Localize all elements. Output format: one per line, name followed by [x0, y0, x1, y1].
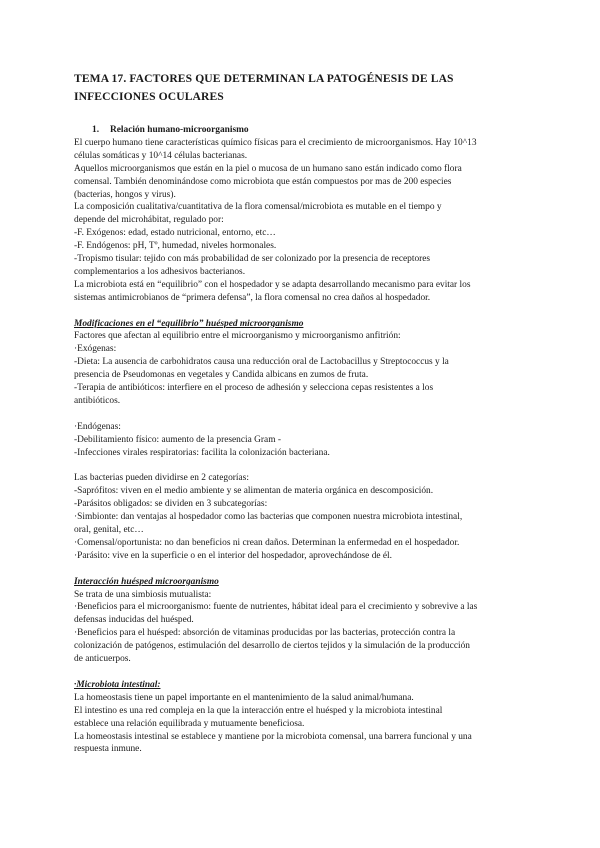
section-4-heading: ·Microbiota intestinal:	[74, 679, 161, 690]
text-line: -Infecciones virales respiratorias: facilita la colonización bacteriana.	[74, 447, 330, 458]
text-line: -Saprófitos: viven en el medio ambiente y se alimentan de materia orgánica en descomposición.	[74, 486, 434, 497]
text-line: presencia de Pseudomonas en vegetales y Candida albicans en zumos de fruta.	[74, 370, 369, 381]
text-line: -Terapia de antibióticos: interfiere en el proceso de adhesión y selecciona cepas resistentes a los	[74, 383, 434, 394]
text-line: defensas inducidas del huésped.	[74, 615, 194, 626]
text-line: La composición cualitativa/cuantitativa de la flora comensal/microbiota es mutable en el tiempo y	[74, 202, 442, 213]
text-line: ·Endógenas:	[74, 421, 121, 432]
text-line: -F. Endógenos: pH, Tº, humedad, niveles hormonales.	[74, 241, 277, 252]
text-line: -Dieta: La ausencia de carbohidratos causa una reducción oral de Lactobacillus y Streptococcus y la	[74, 357, 449, 368]
text-line: (bacterias, hongos y virus).	[74, 189, 176, 200]
section-1-text	[74, 137, 534, 305]
section-1-number: 1.	[92, 125, 100, 135]
document-title: TEMA 17. FACTORES QUE DETERMINAN LA PATOGÉNESIS DE LAS INFECCIONES OCULARES	[74, 72, 454, 103]
text-line: -Debilitamiento físico: aumento de la presencia Gram -	[74, 434, 281, 445]
section-4-text	[74, 692, 534, 757]
text-line: sistemas antimicrobianos de “primera defensa”, la flora comensal no crea daños al hospedador.	[74, 292, 431, 303]
text-line: Aquellos microorganismos que están en la piel o mucosa de un humano sano están indicado como flora	[74, 163, 462, 174]
section-2-text-b	[74, 421, 534, 460]
text-line: ·Parásito: vive en la superficie o en el interior del hospedador, aprovechándose de él.	[74, 550, 392, 561]
text-line: depende del microhábitat, regulado por:	[74, 215, 224, 226]
text-line: comensal. También denominándose como microbiota que están compuestos por mas de 200 especies	[74, 176, 452, 187]
text-line: La microbiota está en “equilibrio” con el hospedador y se adapta desarrollando mecanismo para evitar los	[74, 279, 471, 290]
section-3-text	[74, 589, 534, 666]
text-line: ·Simbionte: dan ventajas al hospedador como las bacterias que componen nuestra microbiota intestinal,	[74, 512, 463, 523]
section-1-title: Relación humano-microorganismo	[110, 125, 249, 135]
text-line: ·Exógenas:	[74, 344, 117, 355]
text-line: -Tropismo tisular: tejido con más probabilidad de ser colonizado por la presencia de receptores	[74, 254, 431, 265]
text-line: -F. Exógenos: edad, estado nutricional, entorno, etc…	[74, 228, 276, 239]
section-1-heading	[74, 124, 534, 137]
text-line: Las bacterias pueden dividirse en 2 categorías:	[74, 473, 249, 484]
text-line: ·Beneficios para el huésped: absorción de vitaminas producidas por las bacterias, protección contra la	[74, 628, 456, 639]
section-2-heading: Modificaciones en el “equilibrio” huésped microorganismo	[74, 318, 304, 329]
text-line: El intestino es una red compleja en la que la interacción entre el huésped y la microbiota intestinal	[74, 705, 443, 716]
section-2-text-a	[74, 330, 534, 407]
text-line: ·Comensal/oportunista: no dan beneficios ni crean daños. Determinan la enfermedad en el hospedador.	[74, 537, 460, 548]
text-line: Se trata de una simbiosis mutualista:	[74, 589, 212, 600]
text-line: La homeostasis intestinal se establece y mantiene por la microbiota comensal, una barrera funcional y una	[74, 731, 472, 742]
section-3-heading: Interacción huésped microorganismo	[74, 576, 219, 587]
text-line: establece una relación equilibrada y mutuamente beneficiosa.	[74, 718, 305, 729]
text-line: oral, genital, etc…	[74, 525, 144, 536]
text-line: El cuerpo humano tiene características químico físicas para el crecimiento de microorganismos. Hay 10^13	[74, 137, 477, 148]
text-line: respuesta inmune.	[74, 744, 142, 755]
section-2-text-c	[74, 472, 534, 562]
text-line: ·Beneficios para el microorganismo: fuente de nutrientes, hábitat ideal para el crecimiento y sobrevive a las	[74, 602, 478, 613]
text-line: colonización de patógenos, estimulación del desarrollo de ciertos tejidos y la simulación de la producción	[74, 641, 470, 652]
document-body	[74, 124, 534, 756]
text-line: antibióticos.	[74, 396, 121, 407]
text-line: La homeostasis tiene un papel importante en el mantenimiento de la salud animal/humana.	[74, 692, 414, 703]
text-line: de anticuerpos.	[74, 654, 131, 665]
text-line: -Parásitos obligados: se dividen en 3 subcategorías:	[74, 499, 268, 510]
text-line: Factores que afectan al equilibrio entre el microorganismo y microorganismo anfitrión:	[74, 331, 401, 342]
text-line: células somáticas y 10^14 células bacterianas.	[74, 150, 248, 161]
text-line: complementarios a los adhesivos bacterianos.	[74, 266, 246, 277]
